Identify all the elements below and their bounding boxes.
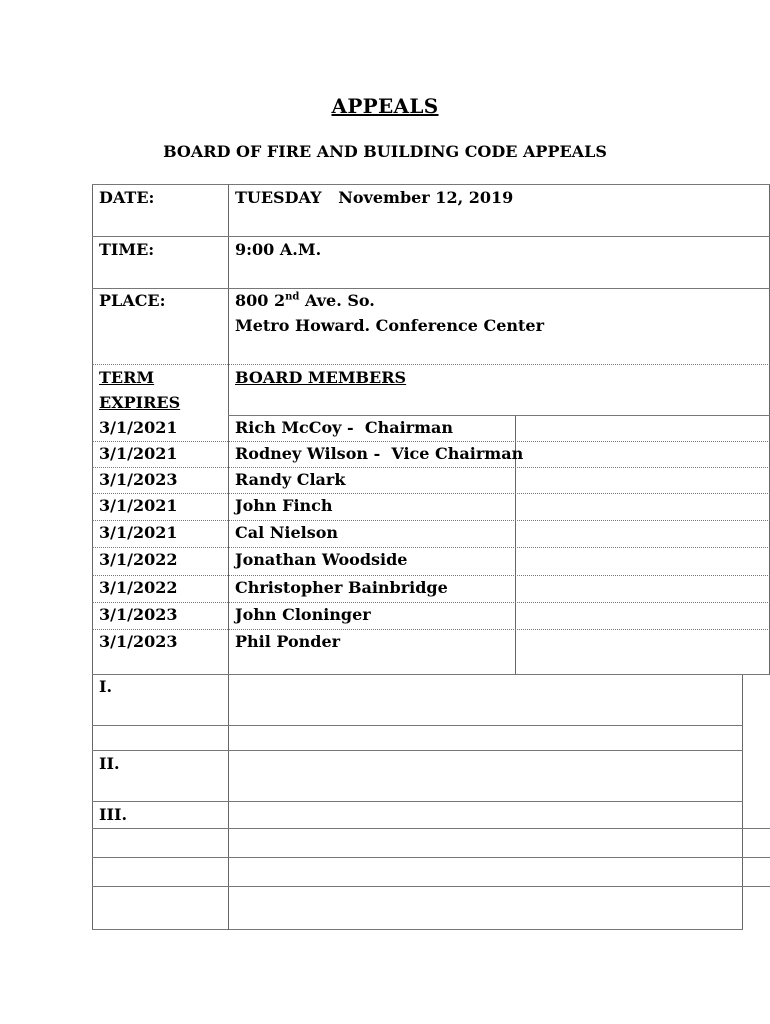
- member-term: 3/1/2021: [99, 444, 178, 463]
- member-name: Rodney Wilson - Vice Chairman: [235, 444, 524, 463]
- member-name: Phil Ponder: [235, 632, 341, 651]
- table-bottom-border: [92, 929, 743, 930]
- page-title: APPEALS: [331, 94, 439, 118]
- board-members-heading: BOARD MEMBERS: [235, 368, 407, 387]
- place-label: PLACE:: [99, 291, 166, 310]
- row-line: [92, 750, 743, 751]
- member-name: Christopher Bainbridge: [235, 578, 448, 597]
- member-term: 3/1/2021: [99, 418, 178, 437]
- member-name: John Finch: [235, 496, 333, 515]
- member-name: Rich McCoy - Chairman: [235, 418, 453, 437]
- date-label: DATE:: [99, 188, 155, 207]
- table-right-border-lower: [742, 674, 743, 930]
- row-line: [92, 364, 770, 365]
- place-street-number: 800 2: [235, 291, 286, 310]
- row-line: [92, 725, 743, 726]
- place-venue: Metro Howard. Conference Center: [235, 316, 545, 335]
- row-line: [92, 857, 770, 858]
- row-line: [92, 602, 770, 603]
- place-street: [228, 288, 375, 313]
- row-line: [92, 629, 770, 630]
- agenda-item-2: II.: [99, 754, 120, 773]
- agenda-item-1: I.: [99, 677, 113, 696]
- page-subtitle: BOARD OF FIRE AND BUILDING CODE APPEALS: [163, 142, 607, 161]
- agenda-table: [92, 184, 770, 930]
- member-term: 3/1/2023: [99, 605, 178, 624]
- row-line: [92, 801, 743, 802]
- member-term: 3/1/2023: [99, 470, 178, 489]
- place-street-name: Ave. So.: [299, 291, 375, 310]
- member-term: 3/1/2021: [99, 496, 178, 515]
- row-line: [92, 467, 770, 468]
- member-name: Jonathan Woodside: [235, 550, 408, 569]
- term-heading-line-2: EXPIRES: [99, 393, 181, 412]
- place-street-ordinal: nd: [285, 291, 300, 303]
- row-line: [92, 674, 770, 675]
- member-term: 3/1/2021: [99, 523, 178, 542]
- time-value: 9:00 A.M.: [235, 240, 322, 259]
- term-expires-heading: [92, 365, 180, 415]
- member-name: Cal Nielson: [235, 523, 339, 542]
- row-line: [92, 236, 770, 237]
- date-value: TUESDAY November 12, 2019: [235, 188, 514, 207]
- member-name: Randy Clark: [235, 470, 346, 489]
- row-line: [92, 493, 770, 494]
- row-line: [92, 886, 770, 887]
- member-term: 3/1/2023: [99, 632, 178, 651]
- member-term: 3/1/2022: [99, 578, 178, 597]
- member-term: 3/1/2022: [99, 550, 178, 569]
- agenda-item-3: III.: [99, 805, 128, 824]
- term-heading-line-1: TERM: [99, 368, 155, 387]
- time-label: TIME:: [99, 240, 155, 259]
- row-line: [92, 547, 770, 548]
- row-line: [92, 520, 770, 521]
- row-line: [92, 828, 770, 829]
- member-name: John Cloninger: [235, 605, 371, 624]
- row-line: [92, 288, 770, 289]
